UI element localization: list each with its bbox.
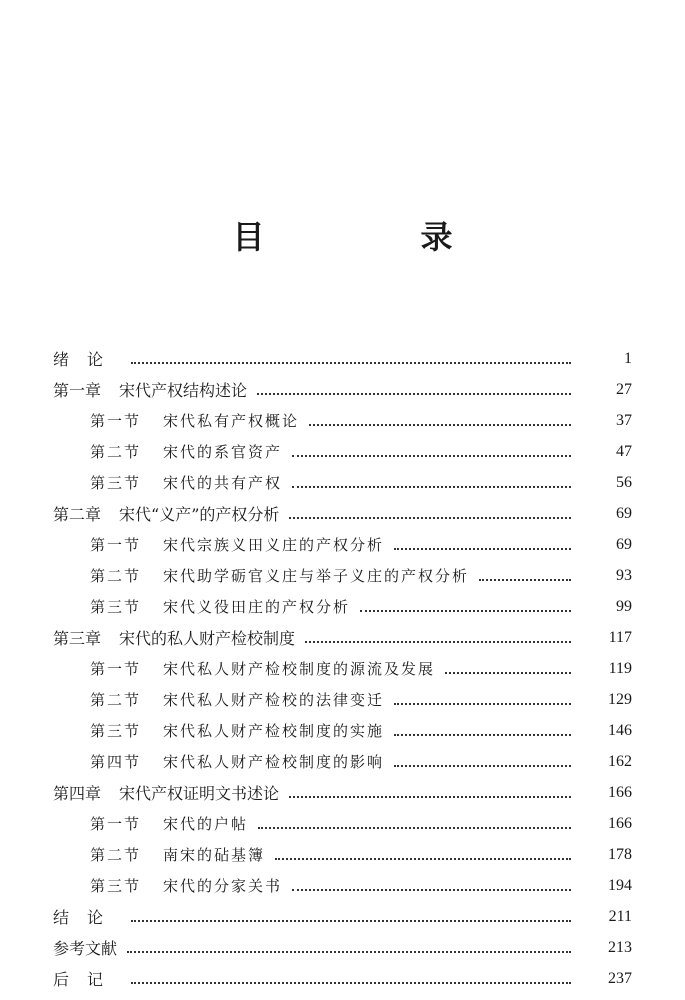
toc-entry-number: 第四章 [53,784,102,803]
toc-entry-title: 宋代产权证明文书述论 [119,784,280,803]
toc-entry-page: 146 [608,721,632,739]
dot-leader [394,733,571,736]
toc-entry-page: 129 [608,690,632,708]
toc-entry-label [90,534,384,555]
toc-entry [0,901,685,932]
toc-entry-page: 166 [608,783,632,801]
table-of-contents [0,343,685,994]
toc-entry-number: 第三节 [90,598,142,616]
dot-leader [275,857,571,860]
toc-entry-number: 第一节 [90,660,142,678]
toc-entry-label [53,936,117,959]
toc-entry [0,343,685,374]
toc-entry-label [90,596,350,617]
toc-entry [0,839,685,870]
toc-entry-title: 宋代的共有产权 [163,474,283,492]
toc-entry [0,405,685,436]
toc-entry-title: 宋代宗族义田义庄的产权分析 [163,536,385,554]
dot-leader [445,671,571,674]
toc-entry-number: 第一章 [53,381,102,400]
toc-entry [0,777,685,808]
toc-entry [0,529,685,560]
toc-entry-page: 1 [624,349,632,367]
toc-entry-label [90,441,282,462]
toc-entry-number: 绪论 [53,350,122,369]
dot-leader [289,516,571,519]
toc-entry-title: 宋代产权结构述论 [119,381,248,400]
toc-entry-page: 117 [608,628,632,646]
toc-entry-number: 第四节 [90,753,142,771]
toc-entry-number: 第二节 [90,691,142,709]
dot-leader [127,950,571,953]
toc-entry [0,963,685,994]
toc-entry-number: 第一节 [90,815,142,833]
toc-entry [0,591,685,622]
dot-leader [258,826,571,829]
toc-entry-title: 宋代私人财产检校制度的源流及发展 [163,660,436,678]
toc-entry-page: 162 [608,752,632,770]
toc-entry-number: 第一节 [90,536,142,554]
dot-leader [289,795,571,798]
dot-leader [309,423,571,426]
page-title: 目 录 [232,218,515,256]
toc-entry [0,715,685,746]
toc-entry [0,808,685,839]
toc-entry-page: 194 [608,876,632,894]
toc-entry [0,622,685,653]
toc-entry-number: 第二节 [90,443,142,461]
dot-leader [292,454,571,457]
toc-entry-page: 213 [608,938,632,956]
toc-entry-page: 119 [608,659,632,677]
toc-entry [0,653,685,684]
toc-entry-page: 56 [616,473,632,491]
toc-entry [0,498,685,529]
toc-entry-page: 93 [616,566,632,584]
toc-entry-title: 宋代助学砺官义庄与举子义庄的产权分析 [163,567,470,585]
dot-leader [131,361,571,364]
toc-entry-number: 第三节 [90,474,142,492]
toc-entry-label [53,967,121,990]
toc-entry-page: 47 [616,442,632,460]
toc-entry [0,467,685,498]
toc-entry-number: 第二章 [53,505,102,524]
toc-entry-title: 宋代的户帖 [163,815,249,833]
toc-entry-label [53,626,295,649]
toc-entry-label [53,347,121,370]
toc-entry-page: 211 [608,907,632,925]
toc-entry [0,374,685,405]
dot-leader [131,919,571,922]
toc-entry-title: 宋代私人财产检校制度的实施 [163,722,385,740]
toc-entry-number: 第三节 [90,877,142,895]
toc-entry-title: 宋代私有产权概论 [163,412,300,430]
dot-leader [305,640,571,643]
toc-entry-number: 第三章 [53,629,102,648]
toc-entry-number: 第三节 [90,722,142,740]
dot-leader [360,609,571,612]
toc-entry-number: 参考文献 [53,939,118,958]
toc-entry-label [90,875,282,896]
toc-entry [0,436,685,467]
dot-leader [257,392,571,395]
toc-entry-page: 166 [608,814,632,832]
dot-leader [394,764,571,767]
toc-entry-number: 结论 [53,908,122,927]
toc-entry-page: 27 [616,380,632,398]
toc-entry-page: 69 [616,504,632,522]
toc-entry-title: 宋代的分家关书 [163,877,283,895]
toc-entry [0,932,685,963]
toc-entry-title: 宋代的私人财产检校制度 [119,629,296,648]
toc-entry-number: 后记 [53,970,122,989]
toc-entry-title: 宋代私人财产检校的法律变迁 [163,691,385,709]
toc-entry [0,684,685,715]
dot-leader [131,981,571,984]
toc-entry-label [53,781,279,804]
toc-entry-number: 第二节 [90,567,142,585]
toc-entry-title: 宋代义役田庄的产权分析 [163,598,351,616]
toc-entry-label [90,813,248,834]
toc-entry-title: 宋代“义产”的产权分析 [119,505,280,524]
toc-entry-label [90,410,299,431]
toc-entry-title: 宋代的系官资产 [163,443,283,461]
toc-entry-label [53,905,121,928]
dot-leader [394,702,571,705]
toc-entry-page: 99 [616,597,632,615]
toc-entry-number: 第一节 [90,412,142,430]
toc-entry-label [90,720,384,741]
toc-entry-title: 宋代私人财产检校制度的影响 [163,753,385,771]
toc-entry-label [90,472,282,493]
dot-leader [394,547,571,550]
toc-entry-page: 69 [616,535,632,553]
toc-entry [0,870,685,901]
toc-entry-page: 37 [616,411,632,429]
dot-leader [479,578,571,581]
toc-entry-label [90,658,435,679]
toc-entry [0,560,685,591]
toc-entry-label [90,751,384,772]
toc-entry-label [53,378,247,401]
toc-entry-label [90,689,384,710]
toc-entry-page: 237 [608,969,632,987]
toc-entry [0,746,685,777]
dot-leader [292,888,571,891]
toc-entry-title: 南宋的砧基簿 [163,846,266,864]
toc-entry-number: 第二节 [90,846,142,864]
toc-entry-label [90,565,469,586]
dot-leader [292,485,571,488]
toc-entry-label [90,844,265,865]
toc-entry-page: 178 [608,845,632,863]
toc-entry-label [53,502,279,525]
